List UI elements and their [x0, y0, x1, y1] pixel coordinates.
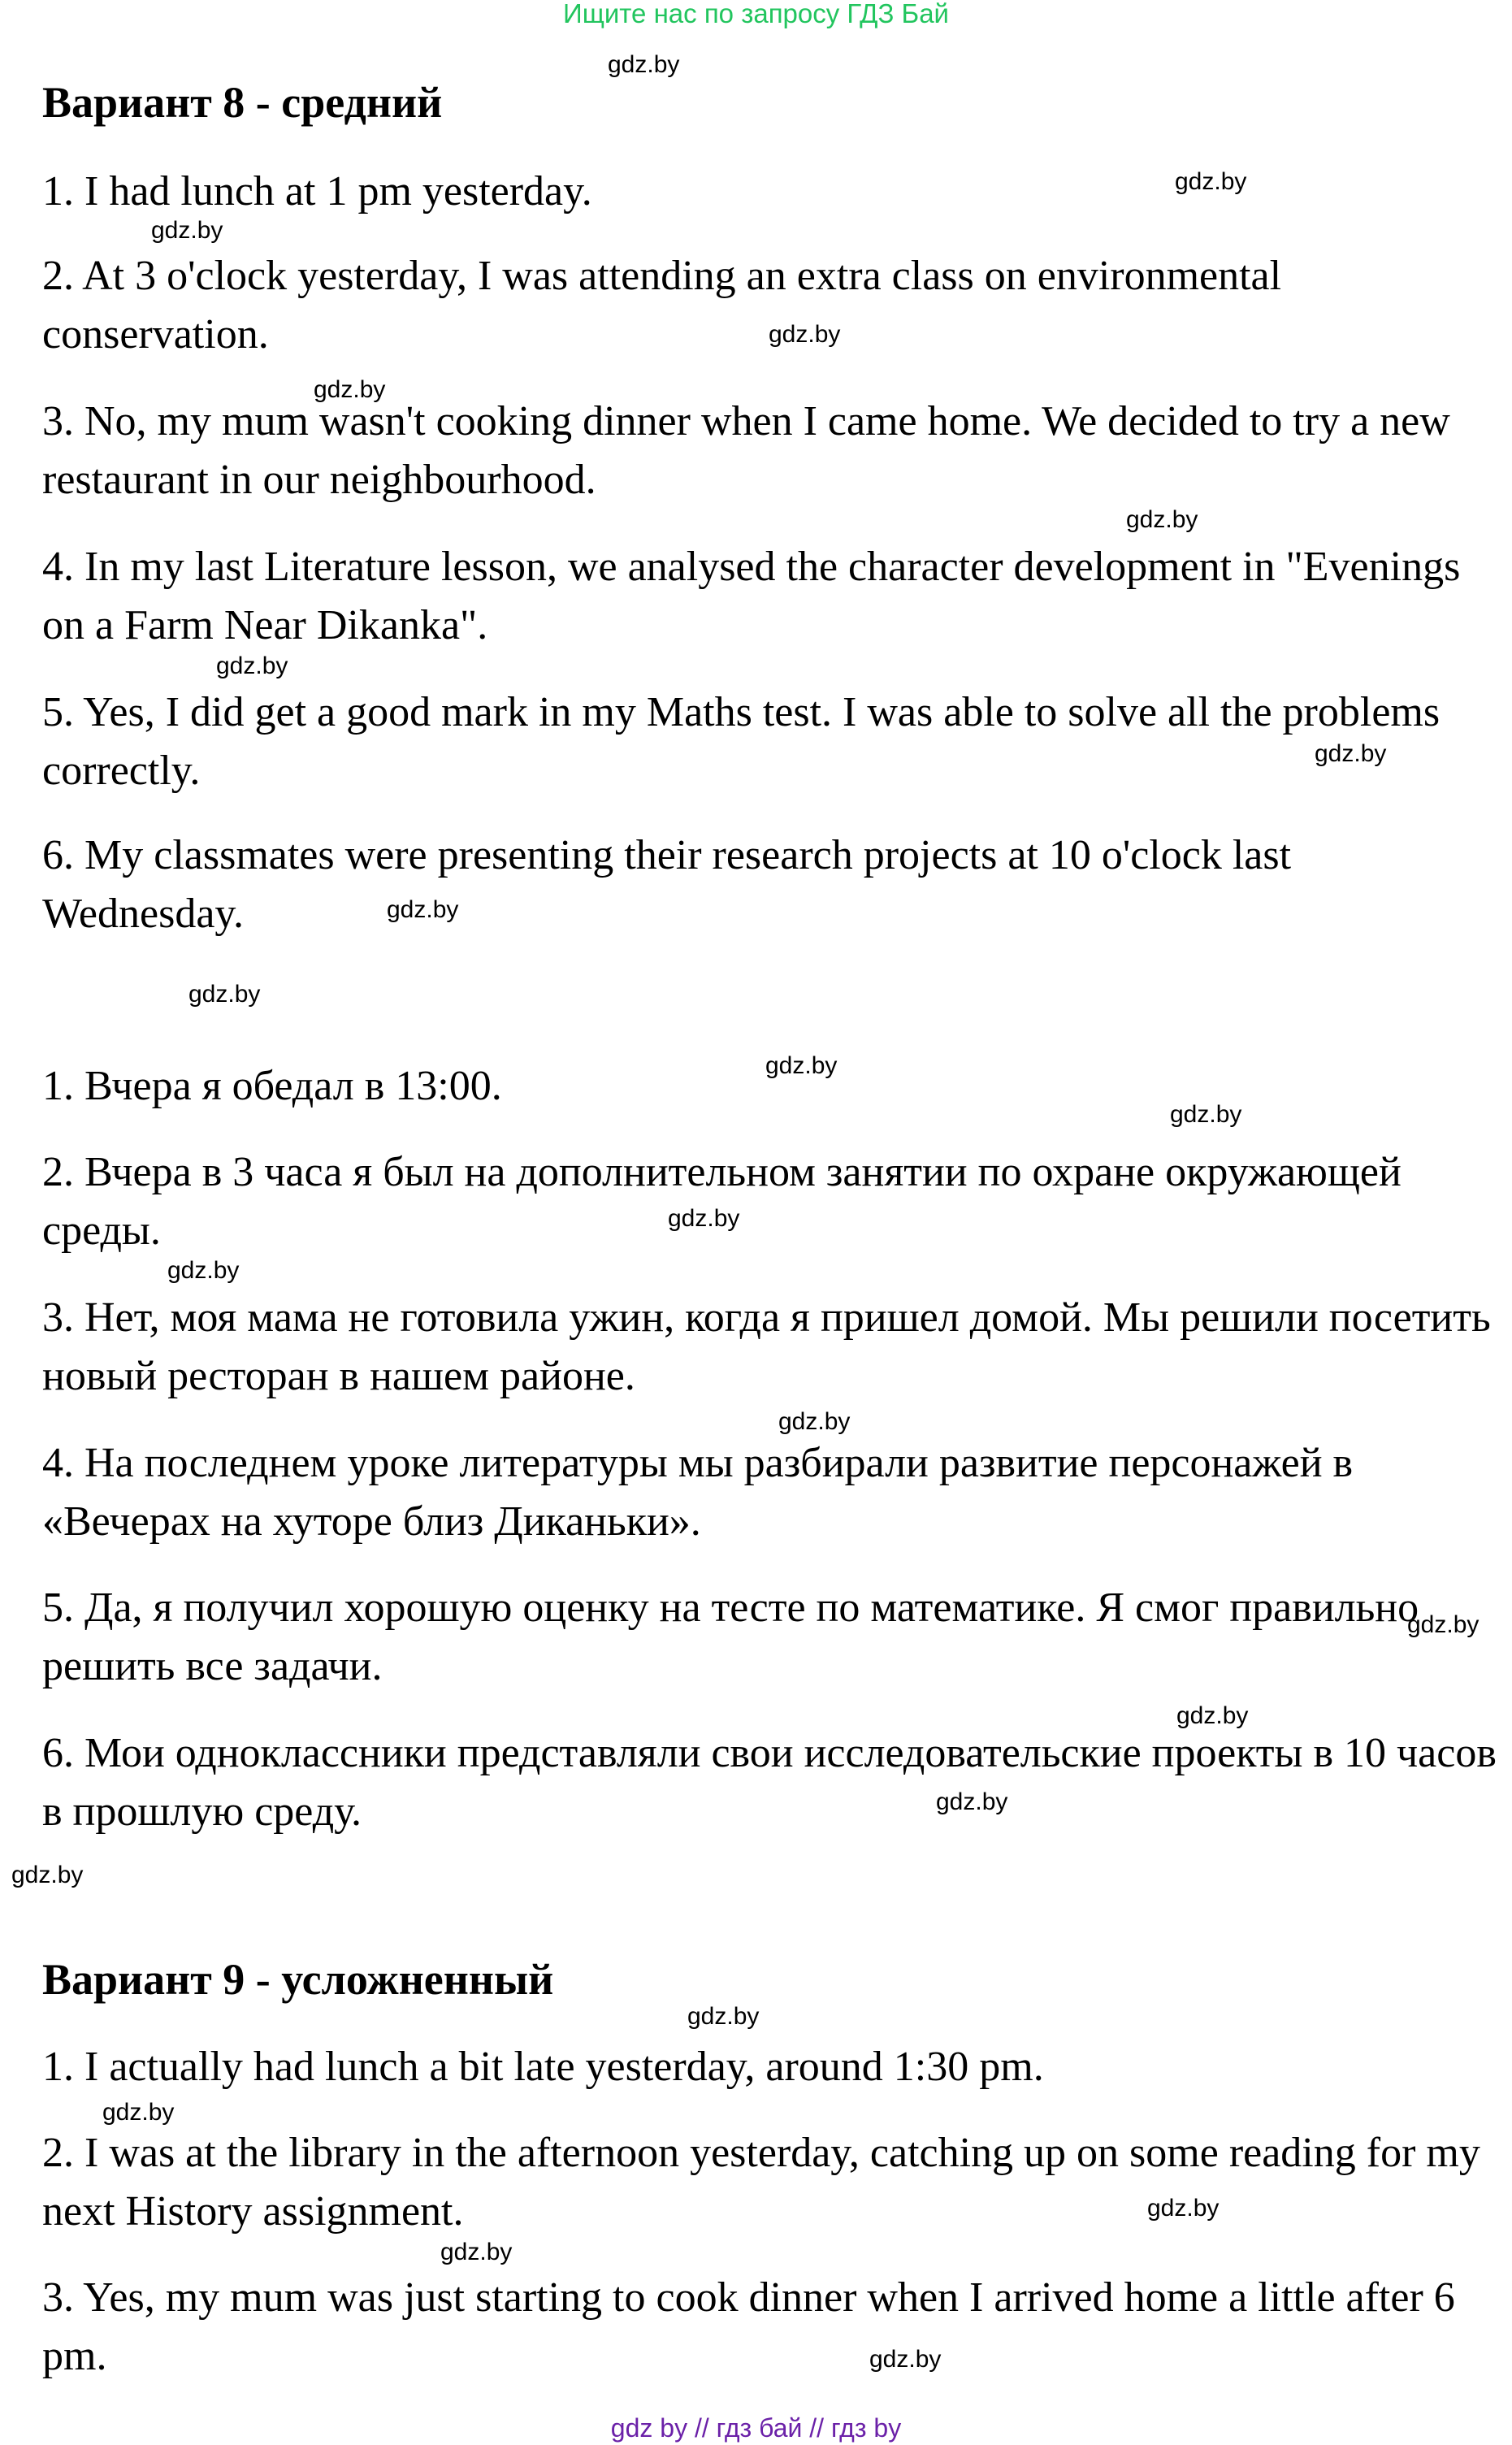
variant8-en-item-4: 4. In my last Literature lesson, we analysed the character development in "Evenings on a Farm Near Dikanka".	[42, 544, 1461, 648]
watermark: gdz.by	[440, 2239, 513, 2265]
variant8-ru-item-6: 6. Мои одноклассники представляли свои исследовательские проекты в 10 часов в прошлую среду.	[42, 1730, 1497, 1835]
watermark: gdz.by	[668, 1205, 740, 1232]
variant8-ru-item-5: 5. Да, я получил хорошую оценку на тесте по математике. Я смог правильно решить все задачи.	[42, 1584, 1419, 1689]
top-banner: Ищите нас по запросу ГДЗ Бай	[563, 0, 949, 28]
variant9-title: Вариант 9 - усложненный	[42, 1955, 554, 2004]
variant8-ru-item-4: 4. На последнем уроке литературы мы разбирали развитие персонажей в «Вечерах на хуторе близ Диканьки».	[42, 1440, 1354, 1545]
watermark: gdz.by	[1176, 1702, 1249, 1729]
watermark: gdz.by	[188, 981, 261, 1008]
watermark: gdz.by	[1170, 1101, 1242, 1128]
variant8-en-item-6: 6. My classmates were presenting their research projects at 10 o'clock last Wednesday.	[42, 832, 1292, 937]
watermark: gdz.by	[314, 376, 386, 403]
variant8-en-item-3: 3. No, my mum wasn't cooking dinner when I came home. We decided to try a new restaurant in our neighbourhood.	[42, 398, 1450, 503]
watermark: gdz.by	[1147, 2195, 1220, 2222]
watermark: gdz.by	[936, 1788, 1008, 1815]
variant8-title: Вариант 8 - средний	[42, 78, 443, 127]
watermark: gdz.by	[765, 1052, 838, 1079]
variant8-en-item-1: 1. I had lunch at 1 pm yesterday.	[42, 168, 592, 215]
variant8-ru-item-1: 1. Вчера я обедал в 13:00.	[42, 1063, 502, 1109]
watermark: gdz.by	[608, 51, 680, 78]
watermark: gdz.by	[1126, 506, 1198, 533]
watermark: gdz.by	[778, 1408, 851, 1435]
watermark: gdz.by	[387, 896, 459, 923]
variant8-en-item-2: 2. At 3 o'clock yesterday, I was attending an extra class on environmental conservation.	[42, 253, 1282, 358]
variant8-ru-item-2: 2. Вчера в 3 часа я был на дополнительном занятии по охране окружающей среды.	[42, 1149, 1402, 1254]
watermark: gdz.by	[167, 1257, 240, 1284]
watermark: gdz.by	[769, 321, 841, 348]
watermark: gdz.by	[11, 1862, 84, 1888]
watermark: gdz.by	[687, 2003, 760, 2030]
variant8-en-item-5: 5. Yes, I did get a good mark in my Maths test. I was able to solve all the problems correctly.	[42, 689, 1441, 794]
variant9-en-item-2: 2. I was at the library in the afternoon yesterday, catching up on some reading for my next History assignment.	[42, 2130, 1480, 2235]
variant9-en-item-1: 1. I actually had lunch a bit late yesterday, around 1:30 pm.	[42, 2044, 1044, 2090]
watermark: gdz.by	[151, 217, 223, 244]
watermark: gdz.by	[1407, 1611, 1480, 1638]
footer-banner: gdz by // гдз бай // гдз by	[610, 2413, 902, 2443]
watermark: gdz.by	[216, 652, 288, 679]
watermark: gdz.by	[1175, 168, 1247, 195]
watermark: gdz.by	[869, 2346, 942, 2373]
variant9-en-item-3: 3. Yes, my mum was just starting to cook dinner when I arrived home a little after 6 pm.	[42, 2274, 1455, 2379]
variant8-ru-item-3: 3. Нет, моя мама не готовила ужин, когда я пришел домой. Мы решили посетить новый ресторан в нашем районе.	[42, 1294, 1491, 1399]
watermark: gdz.by	[1315, 740, 1387, 767]
watermark: gdz.by	[102, 2099, 175, 2126]
